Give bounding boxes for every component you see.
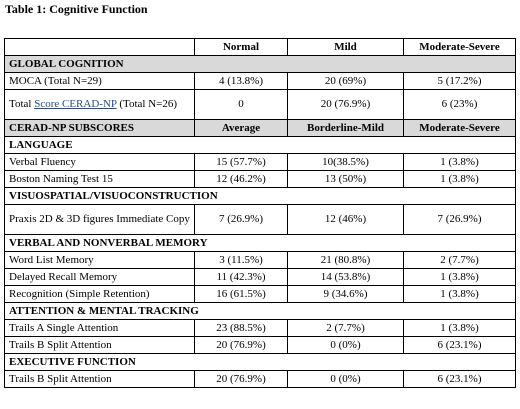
section-row-subscores — [5, 120, 516, 137]
table-row — [5, 286, 516, 303]
table-row — [5, 320, 516, 337]
cell-borderline-mild: 14 (53.8%) — [288, 269, 404, 286]
cognitive-function-table — [4, 38, 516, 388]
cerad-np-link[interactable]: Score CERAD-NP — [34, 98, 117, 110]
header-cell-moderate-severe: Moderate-Severe — [404, 39, 516, 56]
group-row-memory — [5, 235, 516, 252]
table-row — [5, 337, 516, 354]
cell-average: 7 (26.9%) — [195, 205, 288, 235]
row-label: MOCA (Total N=29) — [5, 73, 195, 90]
header-cell-average: Average — [195, 120, 288, 137]
cell-borderline-mild: 10(38.5%) — [288, 154, 404, 171]
cell-average: 15 (57.7%) — [195, 154, 288, 171]
cell-borderline-mild: 0 (0%) — [288, 337, 404, 354]
cell-moderate-severe: 1 (3.8%) — [404, 320, 516, 337]
section-label: GLOBAL COGNITION — [5, 56, 516, 73]
cell-borderline-mild: 0 (0%) — [288, 371, 404, 388]
row-label: Verbal Fluency — [5, 154, 195, 171]
group-label: ATTENTION & MENTAL TRACKING — [5, 303, 516, 320]
table-row — [5, 269, 516, 286]
cell-normal: 0 — [195, 90, 288, 120]
cell-moderate-severe: 1 (3.8%) — [404, 171, 516, 188]
group-row-language — [5, 137, 516, 154]
header-cell-normal: Normal — [195, 39, 288, 56]
row-label: Praxis 2D & 3D figures Immediate Copy — [5, 205, 195, 235]
row-label — [5, 90, 195, 120]
table-row — [5, 154, 516, 171]
row-label: Recognition (Simple Retention) — [5, 286, 195, 303]
cell-borderline-mild: 9 (34.6%) — [288, 286, 404, 303]
cell-moderate-severe: 7 (26.9%) — [404, 205, 516, 235]
cell-average: 12 (46.2%) — [195, 171, 288, 188]
cell-moderate-severe: 1 (3.8%) — [404, 269, 516, 286]
cell-normal: 4 (13.8%) — [195, 73, 288, 90]
row-label: Trails B Split Attention — [5, 337, 195, 354]
group-label: EXECUTIVE FUNCTION — [5, 354, 516, 371]
table-row — [5, 73, 516, 90]
cell-mild: 20 (69%) — [288, 73, 404, 90]
cell-moderate-severe: 6 (23%) — [404, 90, 516, 120]
group-row-attention — [5, 303, 516, 320]
cell-average: 23 (88.5%) — [195, 320, 288, 337]
cell-average: 20 (76.9%) — [195, 371, 288, 388]
group-label: LANGUAGE — [5, 137, 516, 154]
table-row — [5, 90, 516, 120]
cell-borderline-mild: 13 (50%) — [288, 171, 404, 188]
table-row — [5, 171, 516, 188]
cell-mild: 20 (76.9%) — [288, 90, 404, 120]
table-row — [5, 205, 516, 235]
section-label: CERAD-NP SUBSCORES — [5, 120, 195, 137]
cell-average: 3 (11.5%) — [195, 252, 288, 269]
row-label: Word List Memory — [5, 252, 195, 269]
cell-moderate-severe: 2 (7.7%) — [404, 252, 516, 269]
header-cell-mild: Mild — [288, 39, 404, 56]
cell-moderate-severe: 5 (17.2%) — [404, 73, 516, 90]
cell-moderate-severe: 6 (23.1%) — [404, 371, 516, 388]
cell-moderate-severe: 6 (23.1%) — [404, 337, 516, 354]
table-row — [5, 371, 516, 388]
cell-moderate-severe: 1 (3.8%) — [404, 154, 516, 171]
cell-average: 16 (61.5%) — [195, 286, 288, 303]
cell-borderline-mild: 21 (80.8%) — [288, 252, 404, 269]
cell-average: 20 (76.9%) — [195, 337, 288, 354]
header-cell-moderate-severe: Moderate-Severe — [404, 120, 516, 137]
row-label: Trails B Split Attention — [5, 371, 195, 388]
group-label: VERBAL AND NONVERBAL MEMORY — [5, 235, 516, 252]
row-label-prefix: Total — [9, 98, 35, 110]
table-title: Table 1: Cognitive Function — [5, 2, 148, 16]
cell-borderline-mild: 2 (7.7%) — [288, 320, 404, 337]
table-row — [5, 252, 516, 269]
header-row — [5, 39, 516, 56]
group-row-visuospatial — [5, 188, 516, 205]
row-label: Delayed Recall Memory — [5, 269, 195, 286]
row-label: Trails A Single Attention — [5, 320, 195, 337]
cell-average: 11 (42.3%) — [195, 269, 288, 286]
section-row-global-cognition — [5, 56, 516, 73]
cell-moderate-severe: 1 (3.8%) — [404, 286, 516, 303]
group-row-executive — [5, 354, 516, 371]
group-label: VISUOSPATIAL/VISUOCONSTRUCTION — [5, 188, 516, 205]
row-label-suffix: (Total N=26) — [116, 98, 178, 110]
header-cell-borderline-mild: Borderline-Mild — [288, 120, 404, 137]
row-label: Boston Naming Test 15 — [5, 171, 195, 188]
cell-borderline-mild: 12 (46%) — [288, 205, 404, 235]
header-cell-empty — [5, 39, 195, 56]
